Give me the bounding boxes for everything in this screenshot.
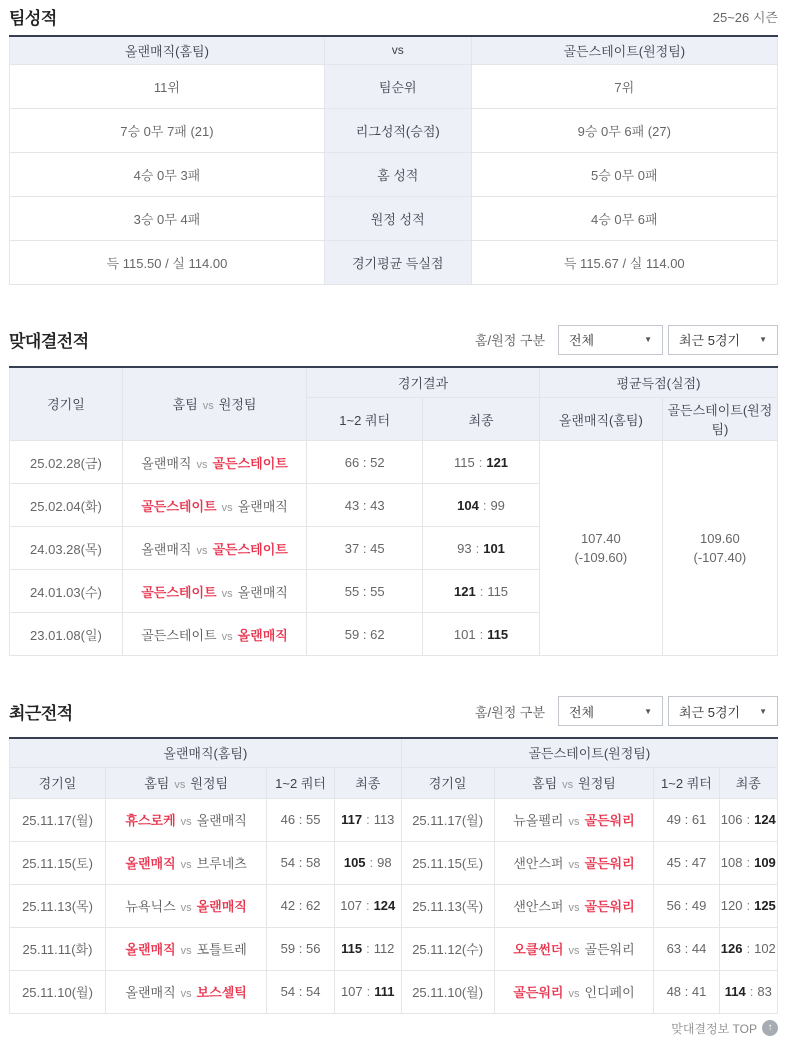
recent-filters <box>475 696 778 726</box>
matchup: 올랜매직 vs 보스셀틱 <box>106 970 267 1013</box>
h2h-range-select[interactable] <box>668 325 778 355</box>
away-value: 득 115.67 / 실 114.00 <box>471 240 777 284</box>
game-date: 25.11.13(목) <box>10 884 106 927</box>
team-stats-head-row <box>10 36 778 64</box>
final-score: 115 : 112 <box>334 927 401 970</box>
h2h-title: 맞대결전적 <box>9 332 89 351</box>
vs-label: vs <box>180 902 192 914</box>
stat-label: 원정 성적 <box>324 196 471 240</box>
vs-label: vs <box>221 630 233 643</box>
col-avg-home: 올랜매직(홈팀) <box>539 398 662 441</box>
game-date: 25.11.17(월) <box>401 798 494 841</box>
recent-scope-select[interactable] <box>558 696 663 726</box>
col-final: 최종 <box>423 398 540 441</box>
q12-score: 42 : 62 <box>267 884 335 927</box>
vs-label: vs <box>196 458 208 471</box>
vs-label: vs <box>562 779 574 791</box>
col-q12: 1~2 쿼터 <box>654 767 719 798</box>
game-date: 25.02.04(화) <box>10 484 123 527</box>
final-score: 93 : 101 <box>423 527 540 570</box>
vs-header: vs <box>324 36 471 64</box>
away-team-header: 골든스테이트(원정팀) <box>471 36 777 64</box>
team-stats-row <box>10 108 778 152</box>
chevron-down-icon: ▼ <box>759 706 767 716</box>
away-value: 7위 <box>471 64 777 108</box>
col-final: 최종 <box>334 767 401 798</box>
col-home-label: 홈팀 <box>172 397 198 413</box>
home-team-name: 올랜매직 <box>141 455 192 471</box>
chevron-down-icon: ▼ <box>759 335 767 344</box>
recent-row <box>10 927 778 970</box>
team-stats-table <box>9 35 778 285</box>
recent-head-sub-row <box>10 767 778 798</box>
q12-score: 54 : 54 <box>267 970 335 1013</box>
game-date: 25.02.28(금) <box>10 441 123 484</box>
recent-range-select[interactable] <box>668 696 778 726</box>
game-date: 24.03.28(목) <box>10 527 123 570</box>
game-date: 25.11.13(목) <box>401 884 494 927</box>
team-stats-row <box>10 196 778 240</box>
avg-home-points: 107.40 (-109.60) <box>539 441 662 656</box>
vs-label: vs <box>174 779 186 791</box>
vs-label: vs <box>180 988 192 1000</box>
final-score: 120 : 125 <box>719 884 777 927</box>
vs-label: vs <box>180 945 192 957</box>
col-date: 경기일 <box>401 767 494 798</box>
away-team-name: 올랜매직 <box>237 584 288 600</box>
footer <box>9 1020 778 1045</box>
col-date: 경기일 <box>10 767 106 798</box>
h2h-scope-select[interactable] <box>558 325 663 355</box>
q12-score: 59 : 56 <box>267 927 335 970</box>
away-team-name: 올랜매직 <box>237 498 288 514</box>
q12-score: 54 : 58 <box>267 841 335 884</box>
matchup: 오클썬더 vs 골든워리 <box>494 927 654 970</box>
away-value: 4승 0무 6패 <box>471 196 777 240</box>
recent-row <box>10 798 778 841</box>
team-stats-header <box>9 4 778 29</box>
home-value: 득 115.50 / 실 114.00 <box>10 240 325 284</box>
home-away-filter-label: 홈/원정 구분 <box>474 333 545 348</box>
home-away-filter-label: 홈/원정 구분 <box>474 704 545 720</box>
matchup: 올랜매직 vs 포틀트레 <box>106 927 267 970</box>
game-date: 23.01.08(일) <box>10 613 123 656</box>
vs-label: vs <box>196 544 208 557</box>
h2h-row <box>10 441 778 484</box>
final-score: 117 : 113 <box>334 798 401 841</box>
home-team-name: 올랜매직 <box>141 541 192 557</box>
matchup <box>122 527 306 570</box>
matchup: 올랜매직 vs 브루네츠 <box>106 841 267 884</box>
top-link-label: 맞대결정보 TOP <box>671 1021 757 1036</box>
final-score: 126 : 102 <box>719 927 777 970</box>
col-avg-away: 골든스테이트(원정팀) <box>662 398 777 441</box>
team-stats-row <box>10 64 778 108</box>
vs-label: vs <box>221 501 233 514</box>
recent-row <box>10 970 778 1013</box>
home-team-name: 골든스테이트 <box>141 627 217 643</box>
final-score: 108 : 109 <box>719 841 777 884</box>
matchup <box>122 613 306 656</box>
matchup: 골든워리 vs 인디페이 <box>494 970 654 1013</box>
game-date: 25.11.17(월) <box>10 798 106 841</box>
stat-label: 팀순위 <box>324 64 471 108</box>
col-q12: 1~2 쿼터 <box>267 767 335 798</box>
stat-label: 리그성적(승점) <box>324 108 471 152</box>
page <box>0 4 787 1045</box>
home-value: 7승 0무 7패 (21) <box>10 108 325 152</box>
vs-label: vs <box>568 816 580 828</box>
col-q12: 1~2 쿼터 <box>307 398 423 441</box>
recent-range-value: 최근 5경기 <box>679 704 741 720</box>
vs-label: vs <box>568 988 580 1000</box>
chevron-down-icon: ▼ <box>644 706 652 716</box>
team-stats-row <box>10 152 778 196</box>
col-teams: 홈팀 vs 원정팀 <box>106 767 267 798</box>
q12-score: 55 : 55 <box>307 570 423 613</box>
vs-label: vs <box>568 859 580 871</box>
final-score: 121 : 115 <box>423 570 540 613</box>
q12-score: 45 : 47 <box>654 841 719 884</box>
away-value: 5승 0무 0패 <box>471 152 777 196</box>
final-score: 114 : 83 <box>719 970 777 1013</box>
home-value: 11위 <box>10 64 325 108</box>
stat-label: 경기평균 득실점 <box>324 240 471 284</box>
q12-score: 37 : 45 <box>307 527 423 570</box>
team-stats-title: 팀성적 <box>9 9 57 28</box>
matchup <box>122 441 306 484</box>
top-link[interactable] <box>671 1020 778 1037</box>
recent-row <box>10 884 778 927</box>
home-value: 3승 0무 4패 <box>10 196 325 240</box>
home-value: 4승 0무 3패 <box>10 152 325 196</box>
col-date: 경기일 <box>10 367 123 441</box>
q12-score: 46 : 55 <box>267 798 335 841</box>
h2h-range-value: 최근 5경기 <box>679 333 741 348</box>
h2h-header <box>9 325 778 355</box>
chevron-down-icon: ▼ <box>644 335 652 344</box>
vs-label: vs <box>180 816 192 828</box>
recent-scope-value: 전체 <box>569 704 595 720</box>
final-score: 104 : 99 <box>423 484 540 527</box>
final-score: 105 : 98 <box>334 841 401 884</box>
vs-label: vs <box>568 945 580 957</box>
col-teams: 홈팀 vs 원정팀 <box>494 767 654 798</box>
game-date: 25.11.15(토) <box>401 841 494 884</box>
home-team-name: 골든스테이트 <box>141 498 217 514</box>
col-avg-group: 평균득점(실점) <box>539 367 777 398</box>
team-stats-row <box>10 240 778 284</box>
away-team-name: 올랜매직 <box>237 627 288 643</box>
stat-label: 홈 성적 <box>324 152 471 196</box>
col-result-group: 경기결과 <box>307 367 540 398</box>
away-team-name: 골든스테이트 <box>212 541 288 557</box>
final-score: 107 : 124 <box>334 884 401 927</box>
h2h-filters <box>475 325 778 355</box>
q12-score: 59 : 62 <box>307 613 423 656</box>
away-team-name: 골든스테이트 <box>212 455 288 471</box>
matchup <box>122 484 306 527</box>
q12-score: 66 : 52 <box>307 441 423 484</box>
matchup <box>122 570 306 613</box>
game-date: 25.11.10(월) <box>10 970 106 1013</box>
game-date: 25.11.11(화) <box>10 927 106 970</box>
recent-head-group-row <box>10 738 778 767</box>
game-date: 25.11.12(수) <box>401 927 494 970</box>
matchup: 휴스로케 vs 올랜매직 <box>106 798 267 841</box>
home-team-header: 올랜매직(홈팀) <box>10 36 325 64</box>
h2h-table <box>9 366 778 657</box>
recent-header <box>9 696 778 726</box>
vs-label: vs <box>202 400 214 413</box>
top-arrow-icon: ↑ <box>762 1020 778 1036</box>
col-away-label: 원정팀 <box>218 397 257 413</box>
home-group-header: 올랜매직(홈팀) <box>10 738 402 767</box>
col-teams <box>122 367 306 441</box>
away-value: 9승 0무 6패 (27) <box>471 108 777 152</box>
game-date: 25.11.10(월) <box>401 970 494 1013</box>
q12-score: 49 : 61 <box>654 798 719 841</box>
matchup: 샌안스퍼 vs 골든워리 <box>494 884 654 927</box>
matchup: 샌안스퍼 vs 골든워리 <box>494 841 654 884</box>
h2h-head-group-row <box>10 367 778 398</box>
vs-label: vs <box>221 587 233 600</box>
matchup: 뉴올펠리 vs 골든워리 <box>494 798 654 841</box>
avg-away-points: 109.60 (-107.40) <box>662 441 777 656</box>
game-date: 24.01.03(수) <box>10 570 123 613</box>
vs-label: vs <box>568 902 580 914</box>
final-score: 115 : 121 <box>423 441 540 484</box>
matchup: 뉴욕닉스 vs 올랜매직 <box>106 884 267 927</box>
final-score: 106 : 124 <box>719 798 777 841</box>
final-score: 107 : 111 <box>334 970 401 1013</box>
col-final: 최종 <box>719 767 777 798</box>
q12-score: 43 : 43 <box>307 484 423 527</box>
q12-score: 56 : 49 <box>654 884 719 927</box>
vs-label: vs <box>180 859 192 871</box>
game-date: 25.11.15(토) <box>10 841 106 884</box>
home-team-name: 골든스테이트 <box>141 584 217 600</box>
q12-score: 48 : 41 <box>654 970 719 1013</box>
recent-table <box>9 737 778 1014</box>
recent-title: 최근전적 <box>9 703 73 723</box>
q12-score: 63 : 44 <box>654 927 719 970</box>
season-label: 25~26 시즌 <box>712 10 778 25</box>
final-score: 101 : 115 <box>423 613 540 656</box>
h2h-scope-value: 전체 <box>569 333 595 348</box>
away-group-header: 골든스테이트(원정팀) <box>401 738 777 767</box>
recent-row <box>10 841 778 884</box>
